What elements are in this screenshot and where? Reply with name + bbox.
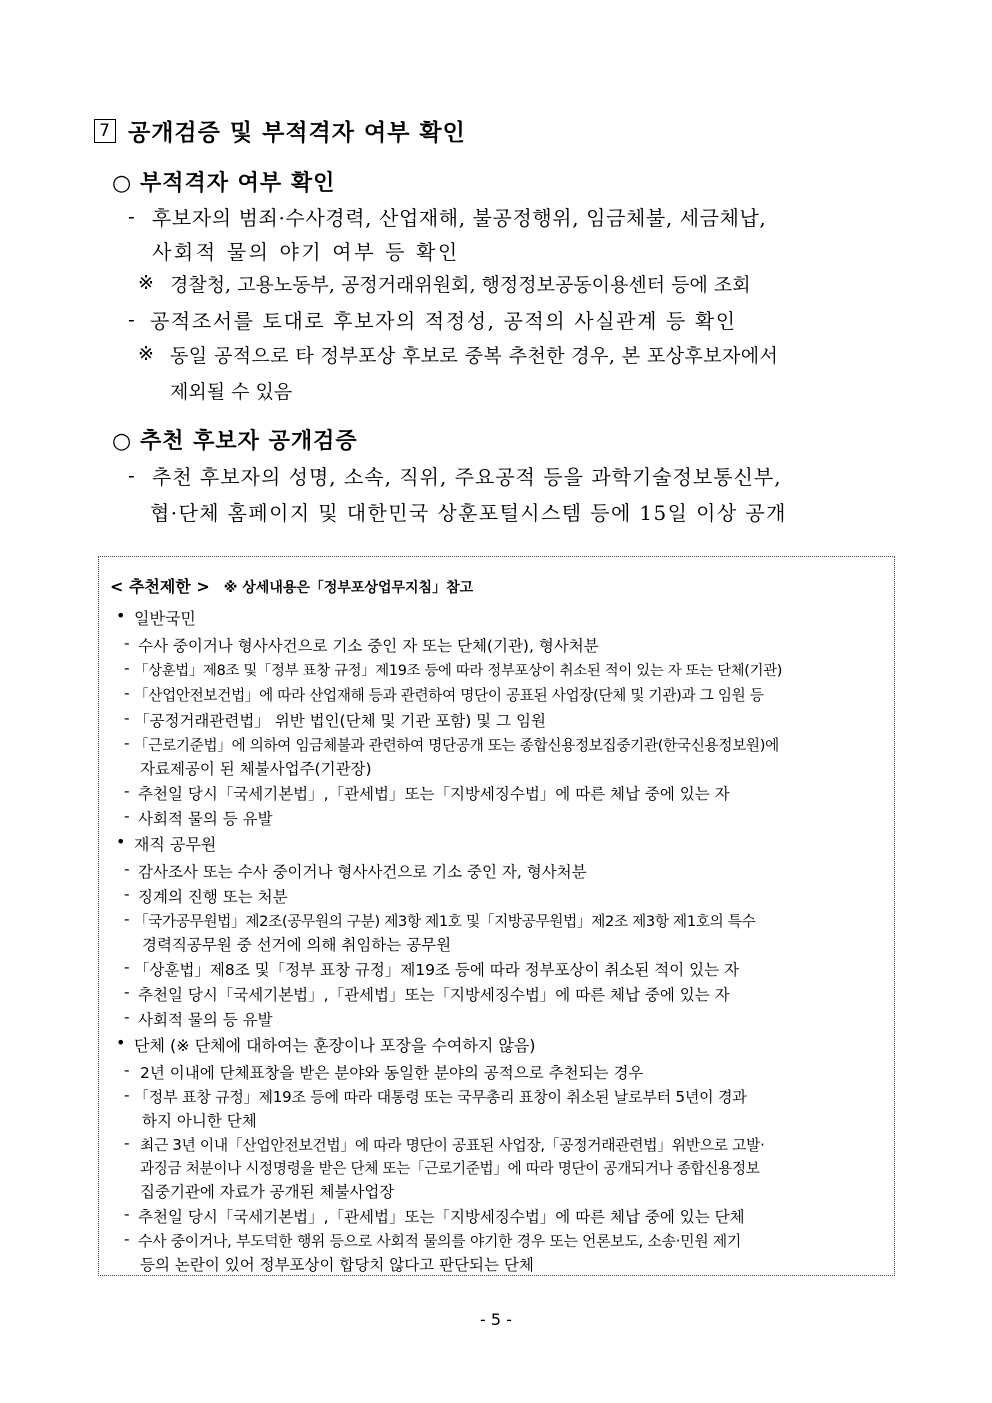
- restriction-item-continued: 과징금 처분이나 시정명령을 받은 단체 또는「근로기준법」에 따라 명단이 공개되거나 종합신용정보: [140, 1160, 760, 1177]
- restriction-item-continued: 집중기관에 자료가 공개된 체불사업장: [140, 1183, 395, 1201]
- restriction-item: 추천일 당시「국세기본법」,「관세법」또는「지방세징수법」에 따른 체납 중에 있는 자: [138, 986, 730, 1004]
- note-text: 동일 공적으로 타 정부포상 후보로 중복 추천한 경우, 본 포상후보자에서: [170, 345, 779, 367]
- dash-marker: -: [128, 204, 135, 228]
- restriction-item: 수사 중이거나, 부도덕한 행위 등으로 사회적 물의를 야기한 경우 또는 언론보도, 소송·민원 제기: [138, 1233, 742, 1250]
- dash-marker: -: [124, 860, 130, 878]
- restriction-item: 「국가공무원법」제2조(공무원의 구분) 제3항 제1호 및「지방공무원법」제2조 제3항 제1호의 특수: [134, 913, 756, 930]
- dash-marker: -: [124, 1008, 130, 1026]
- dash-marker: -: [124, 734, 130, 752]
- subsection-heading-2: [112, 424, 358, 455]
- restriction-item-continued: 등의 논란이 있어 정부포상이 합당치 않다고 판단되는 단체: [140, 1256, 534, 1274]
- dash-marker: -: [124, 807, 130, 825]
- dash-marker: -: [124, 910, 130, 928]
- restriction-item: 2년 이내에 단체표창을 받은 분야와 동일한 분야의 공적으로 추천되는 경우: [140, 1064, 644, 1082]
- dash-marker: -: [124, 709, 130, 727]
- box-reference-note: ※ 상세내용은「정부포상업무지침」참고: [223, 580, 474, 596]
- dash-marker: -: [128, 307, 135, 331]
- subsection-title: 추천 후보자 공개검증: [140, 428, 358, 454]
- box-heading: [110, 574, 473, 597]
- item-text: 사회적 물의 야기 여부 등 확인: [152, 240, 460, 264]
- restriction-item: 징계의 진행 또는 처분: [138, 888, 288, 906]
- page-number: - 5 -: [480, 1310, 512, 1329]
- group-title-organizations: 단체 (※ 단체에 대하여는 훈장이나 포장을 수여하지 않음): [134, 1036, 536, 1055]
- restriction-item-continued: 하지 아니한 단체: [142, 1112, 257, 1130]
- note-mark: ※: [138, 343, 154, 365]
- note-text: 경찰청, 고용노동부, 공정거래위원회, 행정정보공동이용센터 등에 조회: [170, 274, 751, 296]
- restriction-item: 「근로기준법」에 의하여 임금체불과 관련하여 명단공개 또는 종합신용정보집중기관(한국신용정보원)에: [134, 737, 779, 754]
- restriction-item: 「상훈법」제8조 및「정부 표창 규정」제19조 등에 따라 정부포상이 취소된 적이 있는 자 또는 단체(기관): [134, 663, 783, 679]
- dash-marker: -: [124, 634, 130, 652]
- circle-marker: ○: [112, 429, 133, 454]
- restriction-item: 「정부 표창 규정」제19조 등에 따라 대통령 또는 국무총리 표창이 취소된 날로부터 5년이 경과: [134, 1088, 747, 1106]
- note-mark: ※: [138, 272, 154, 294]
- bullet-icon: •: [116, 606, 126, 625]
- restriction-item: 감사조사 또는 수사 중이거나 형사사건으로 기소 중인 자, 형사처분: [138, 863, 587, 881]
- restriction-item: 「산업안전보건법」에 따라 산업재해 등과 관련하여 명단이 공표된 사업장(단체 및 기관)과 그 임원 등: [134, 687, 764, 704]
- dash-marker: -: [124, 1205, 130, 1223]
- dash-marker: -: [124, 1230, 130, 1248]
- bullet-icon: •: [116, 1033, 126, 1052]
- restriction-item-continued: 경력직공무원 중 선거에 의해 취임하는 공무원: [142, 936, 452, 954]
- dash-marker: -: [124, 659, 130, 677]
- item-text: 후보자의 범죄·수사경력, 산업재해, 불공정행위, 임금체불, 세금체납,: [152, 206, 767, 230]
- dash-marker: -: [124, 958, 130, 976]
- section-number-box: 7: [94, 119, 116, 143]
- note-text: 제외될 수 있음: [170, 381, 293, 403]
- group-title-general-public: 일반국민: [134, 609, 196, 628]
- item-text: 공적조서를 토대로 후보자의 적정성, 공적의 사실관계 등 확인: [150, 309, 737, 333]
- circle-marker: ○: [112, 171, 133, 196]
- box-title: < 추천제한 >: [110, 577, 210, 596]
- section-heading: [94, 114, 466, 147]
- item-text: 협·단체 홈페이지 및 대한민국 상훈포털시스템 등에 15일 이상 공개: [150, 501, 787, 525]
- dash-marker: -: [128, 463, 135, 487]
- group-title-public-officials: 재직 공무원: [134, 835, 217, 854]
- dash-marker: -: [124, 885, 130, 903]
- restriction-item: 추천일 당시「국세기본법」,「관세법」또는「지방세징수법」에 따른 체납 중에 있는 단체: [138, 1208, 745, 1226]
- dash-marker: -: [124, 983, 130, 1001]
- dash-marker: -: [124, 782, 130, 800]
- item-text: 추천 후보자의 성명, 소속, 직위, 주요공적 등을 과학기술정보통신부,: [152, 465, 782, 489]
- restriction-item: 사회적 물의 등 유발: [138, 1011, 273, 1029]
- bullet-icon: •: [116, 832, 126, 851]
- restriction-item: 사회적 물의 등 유발: [138, 810, 273, 828]
- restriction-item: 「상훈법」제8조 및「정부 표창 규정」제19조 등에 따라 정부포상이 취소된 적이 있는 자: [134, 961, 740, 979]
- section-title: 공개검증 및 부적격자 여부 확인: [128, 119, 466, 146]
- restriction-item-continued: 자료제공이 된 체불사업주(기관장): [140, 760, 372, 778]
- dash-marker: -: [124, 684, 130, 702]
- subsection-title: 부적격자 여부 확인: [140, 170, 336, 196]
- dash-marker: -: [124, 1134, 130, 1152]
- subsection-heading-1: [112, 166, 335, 197]
- restriction-item: 최근 3년 이내「산업안전보건법」에 따라 명단이 공표된 사업장,「공정거래관련법」위반으로 고발·: [140, 1137, 765, 1154]
- restriction-item: 「공정거래관련법」 위반 법인(단체 및 기관 포함) 및 그 임원: [134, 712, 546, 730]
- restriction-item: 수사 중이거나 형사사건으로 기소 중인 자 또는 단체(기관), 형사처분: [138, 637, 599, 655]
- dash-marker: -: [124, 1086, 130, 1104]
- dash-marker: -: [124, 1061, 130, 1079]
- restriction-item: 추천일 당시「국세기본법」,「관세법」또는「지방세징수법」에 따른 체납 중에 있는 자: [138, 785, 730, 803]
